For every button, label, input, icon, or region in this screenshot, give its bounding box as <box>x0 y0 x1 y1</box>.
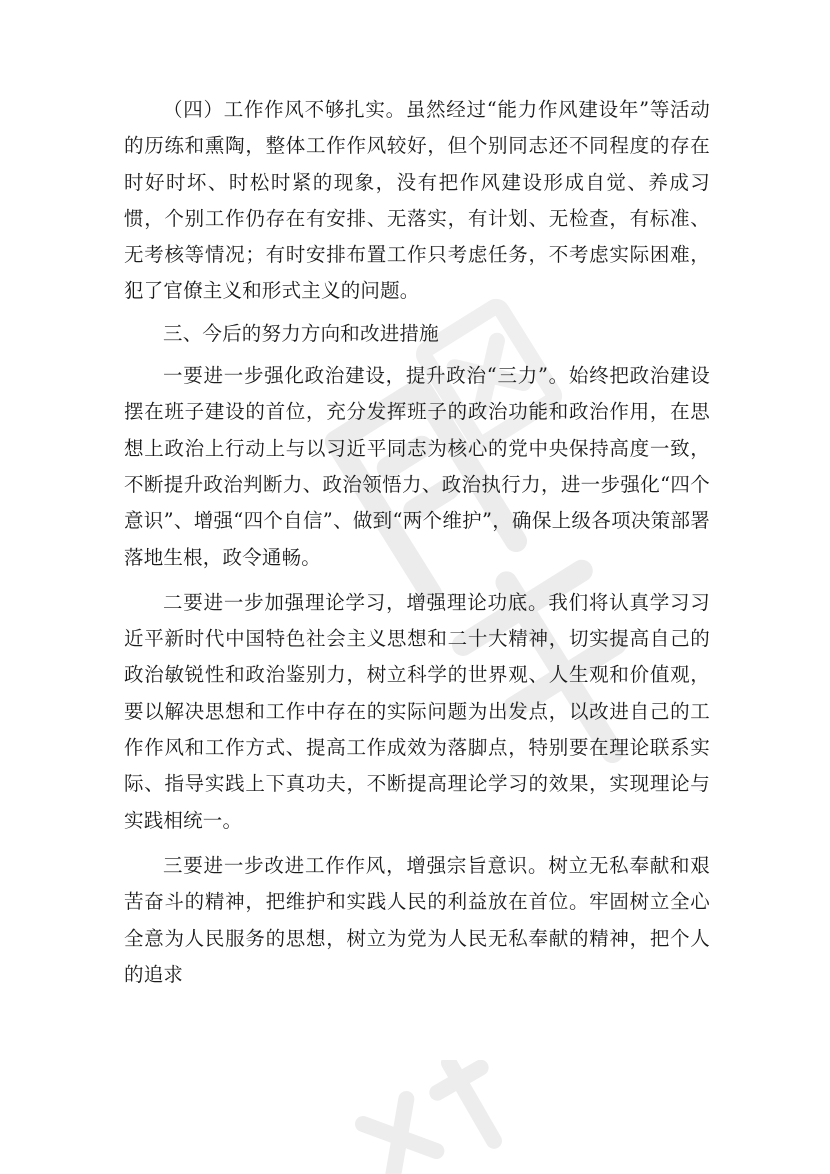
paragraph-political-building: 一要进一步强化政治建设，提升政治“三力”。始终把政治建设摆在班子建设的首位，充分发挥班子的政治功能和政治作用，在思想上政治上行动上与以习近平同志为核心的党中央保持高度一致，不断提升政治判断力、政治领悟力、政治执行力，进一步强化“四个意识”、增强“四个自信”、做到“两个维护”，确保上级各项决策部署落地生根，政令通畅。 <box>124 364 710 569</box>
paragraph-work-style: （四）工作作风不够扎实。虽然经过“能力作风建设年”等活动的历练和熏陶，整体工作作风较好，但个别同志还不同程度的存在时好时坏、时松时紧的现象，没有把作风建设形成自觉、养成习惯，个别工作仍存在有安排、无落实，有计划、无检查，有标准、无考核等情况；有时安排布置工作只考虑任务，不考虑实际困难，犯了官僚主义和形式主义的问题。 <box>124 98 710 303</box>
document-body <box>124 92 710 999</box>
section-heading-improvement-measures: 三、今后的努力方向和改进措施 <box>163 321 439 345</box>
watermark-graphic-lower <box>330 1060 530 1174</box>
paragraph-improve-work-style: 三要进一步改进工作作风，增强宗旨意识。树立无私奉献和艰苦奋斗的精神，把维护和实践人民的利益放在首位。牢固树立全心全意为人民服务的思想，树立为党为人民无私奉献的精神，把个人的追求 <box>124 853 710 986</box>
paragraph-theory-study: 二要进一步加强理论学习，增强理论功底。我们将认真学习习近平新时代中国特色社会主义思想和二十大精神，切实提高自己的政治敏锐性和政治鉴别力，树立科学的世界观、人生观和价值观，要以解决思想和工作中存在的实际问题为出发点，以改进自己的工作作风和工作方式、提高工作成效为落脚点，特别要在理论联系实际、指导实践上下真功夫，不断提高理论学习的效果，实现理论与实践相统一。 <box>124 590 710 832</box>
